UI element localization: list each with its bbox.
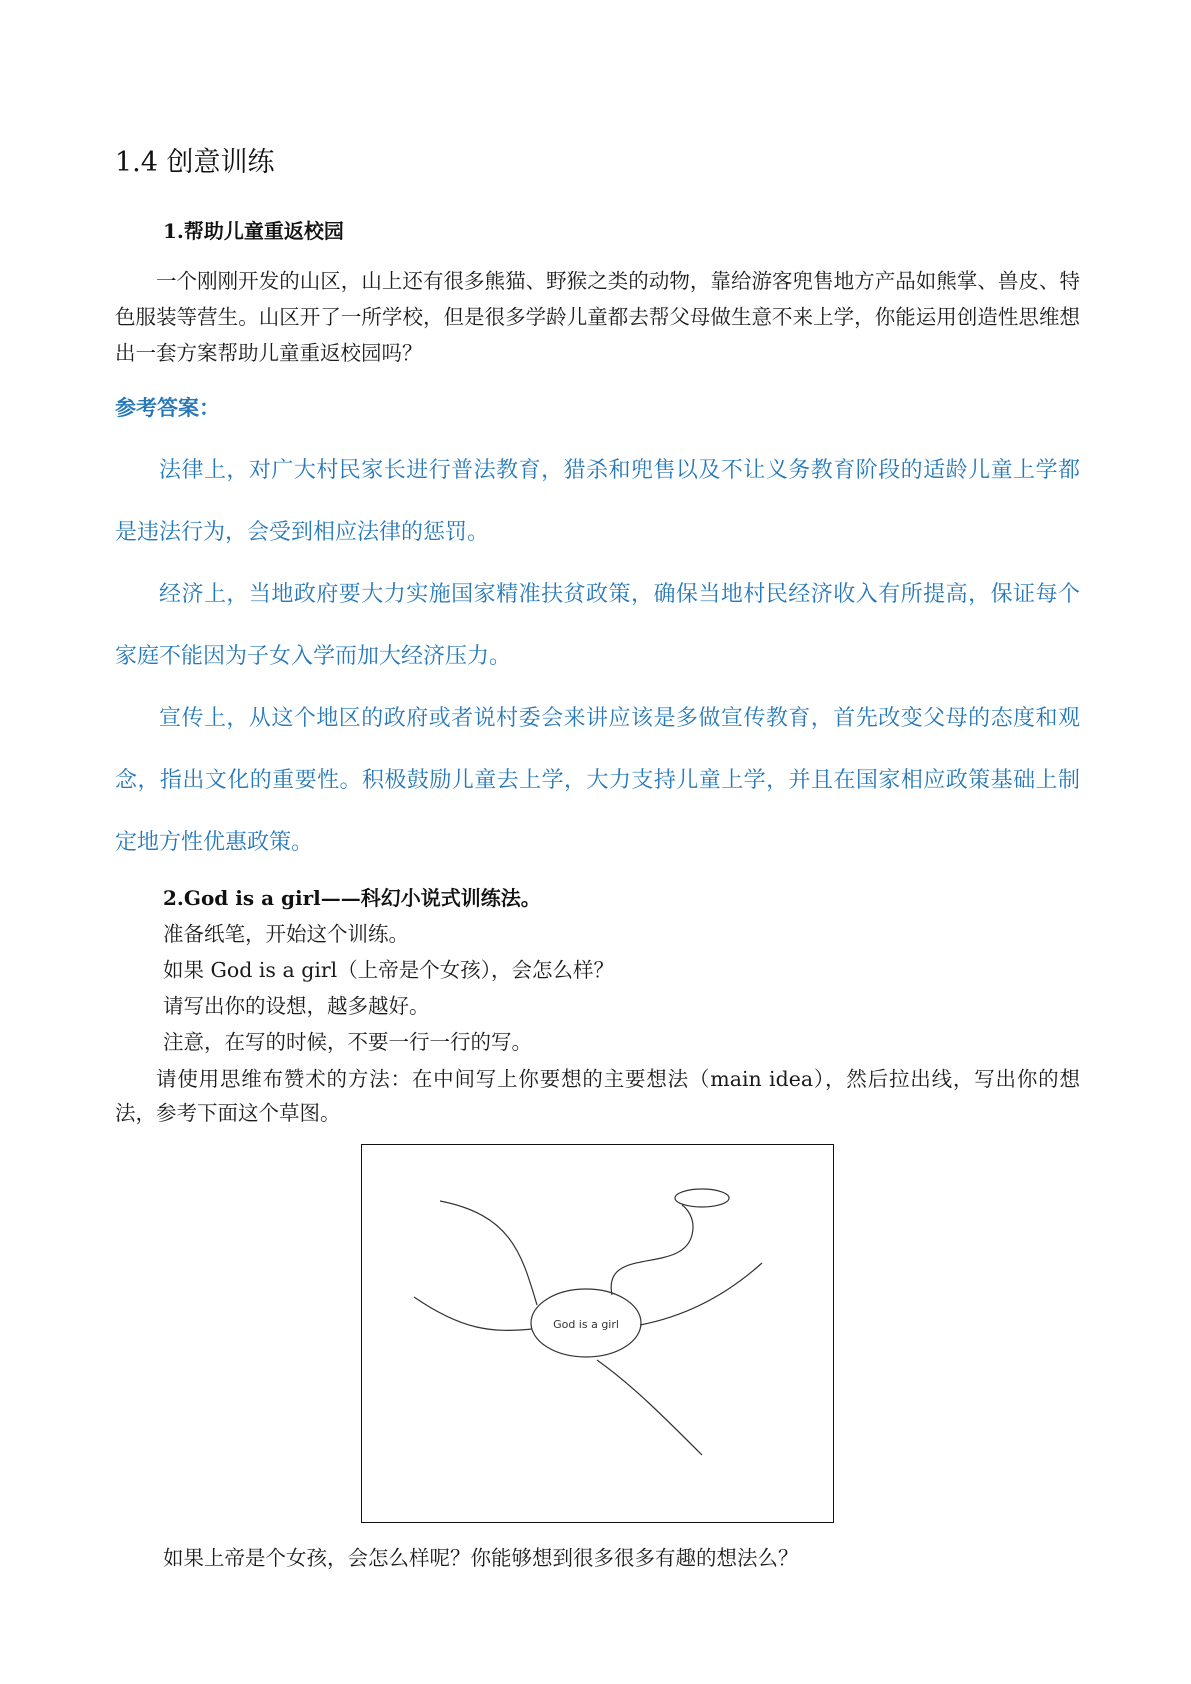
- branch-line: [414, 1297, 532, 1330]
- branch-node-ellipse: [675, 1189, 729, 1207]
- exercise-2-heading: 2.God is a girl——科幻小说式训练法。: [163, 886, 541, 910]
- exercise-1-heading: 1.帮助儿童重返校园: [163, 219, 344, 243]
- exercise-2-line: 如果 God is a girl（上帝是个女孩），会怎么样？: [163, 958, 614, 982]
- answer-paragraph-legal: 法律上，对广大村民家长进行普法教育，猎杀和兜售以及不让义务教育阶段的适龄儿童上学都是违法行为，会受到相应法律的惩罚。: [115, 458, 1080, 545]
- branch-line: [597, 1360, 702, 1455]
- exercise-2-line: 注意，在写的时候，不要一行一行的写。: [163, 1030, 532, 1054]
- branch-line: [440, 1201, 537, 1305]
- branch-line: [611, 1205, 693, 1295]
- answer-paragraph-economic: 经济上，当地政府要大力实施国家精准扶贫政策，确保当地村民经济收入有所提高，保证每个家庭不能因为子女入学而加大经济压力。: [115, 582, 1080, 669]
- exercise-1-prompt: 一个刚刚开发的山区，山上还有很多熊猫、野猴之类的动物，靠给游客兜售地方产品如熊掌、兽皮、特色服装等营生。山区开了一所学校，但是很多学龄儿童都去帮父母做生意不来上学，你能运用创造性思维想出一套方案帮助儿童重返校园吗？: [115, 269, 1080, 365]
- branch-line: [640, 1263, 762, 1325]
- mind-map-sketch: [361, 1144, 834, 1523]
- central-idea-label: God is a girl: [553, 1318, 619, 1331]
- mind-map-drawing: [362, 1145, 832, 1521]
- section-title: 1.4 创意训练: [115, 147, 275, 178]
- exercise-2-line: 请写出你的设想，越多越好。: [163, 994, 430, 1018]
- exercise-2-instruction: 请使用思维布赞术的方法：在中间写上你要想的主要想法（main idea），然后拉出线，写出你的想法，参考下面这个草图。: [115, 1067, 1080, 1125]
- answer-label: 参考答案：: [115, 396, 220, 420]
- closing-question: 如果上帝是个女孩，会怎么样呢？你能够想到很多很多有趣的想法么？: [163, 1546, 799, 1570]
- answer-paragraph-publicity: 宣传上，从这个地区的政府或者说村委会来讲应该是多做宣传教育，首先改变父母的态度和观念，指出文化的重要性。积极鼓励儿童去上学，大力支持儿童上学，并且在国家相应政策基础上制定地方性优惠政策。: [115, 706, 1080, 855]
- exercise-2-line: 准备纸笔，开始这个训练。: [163, 922, 409, 946]
